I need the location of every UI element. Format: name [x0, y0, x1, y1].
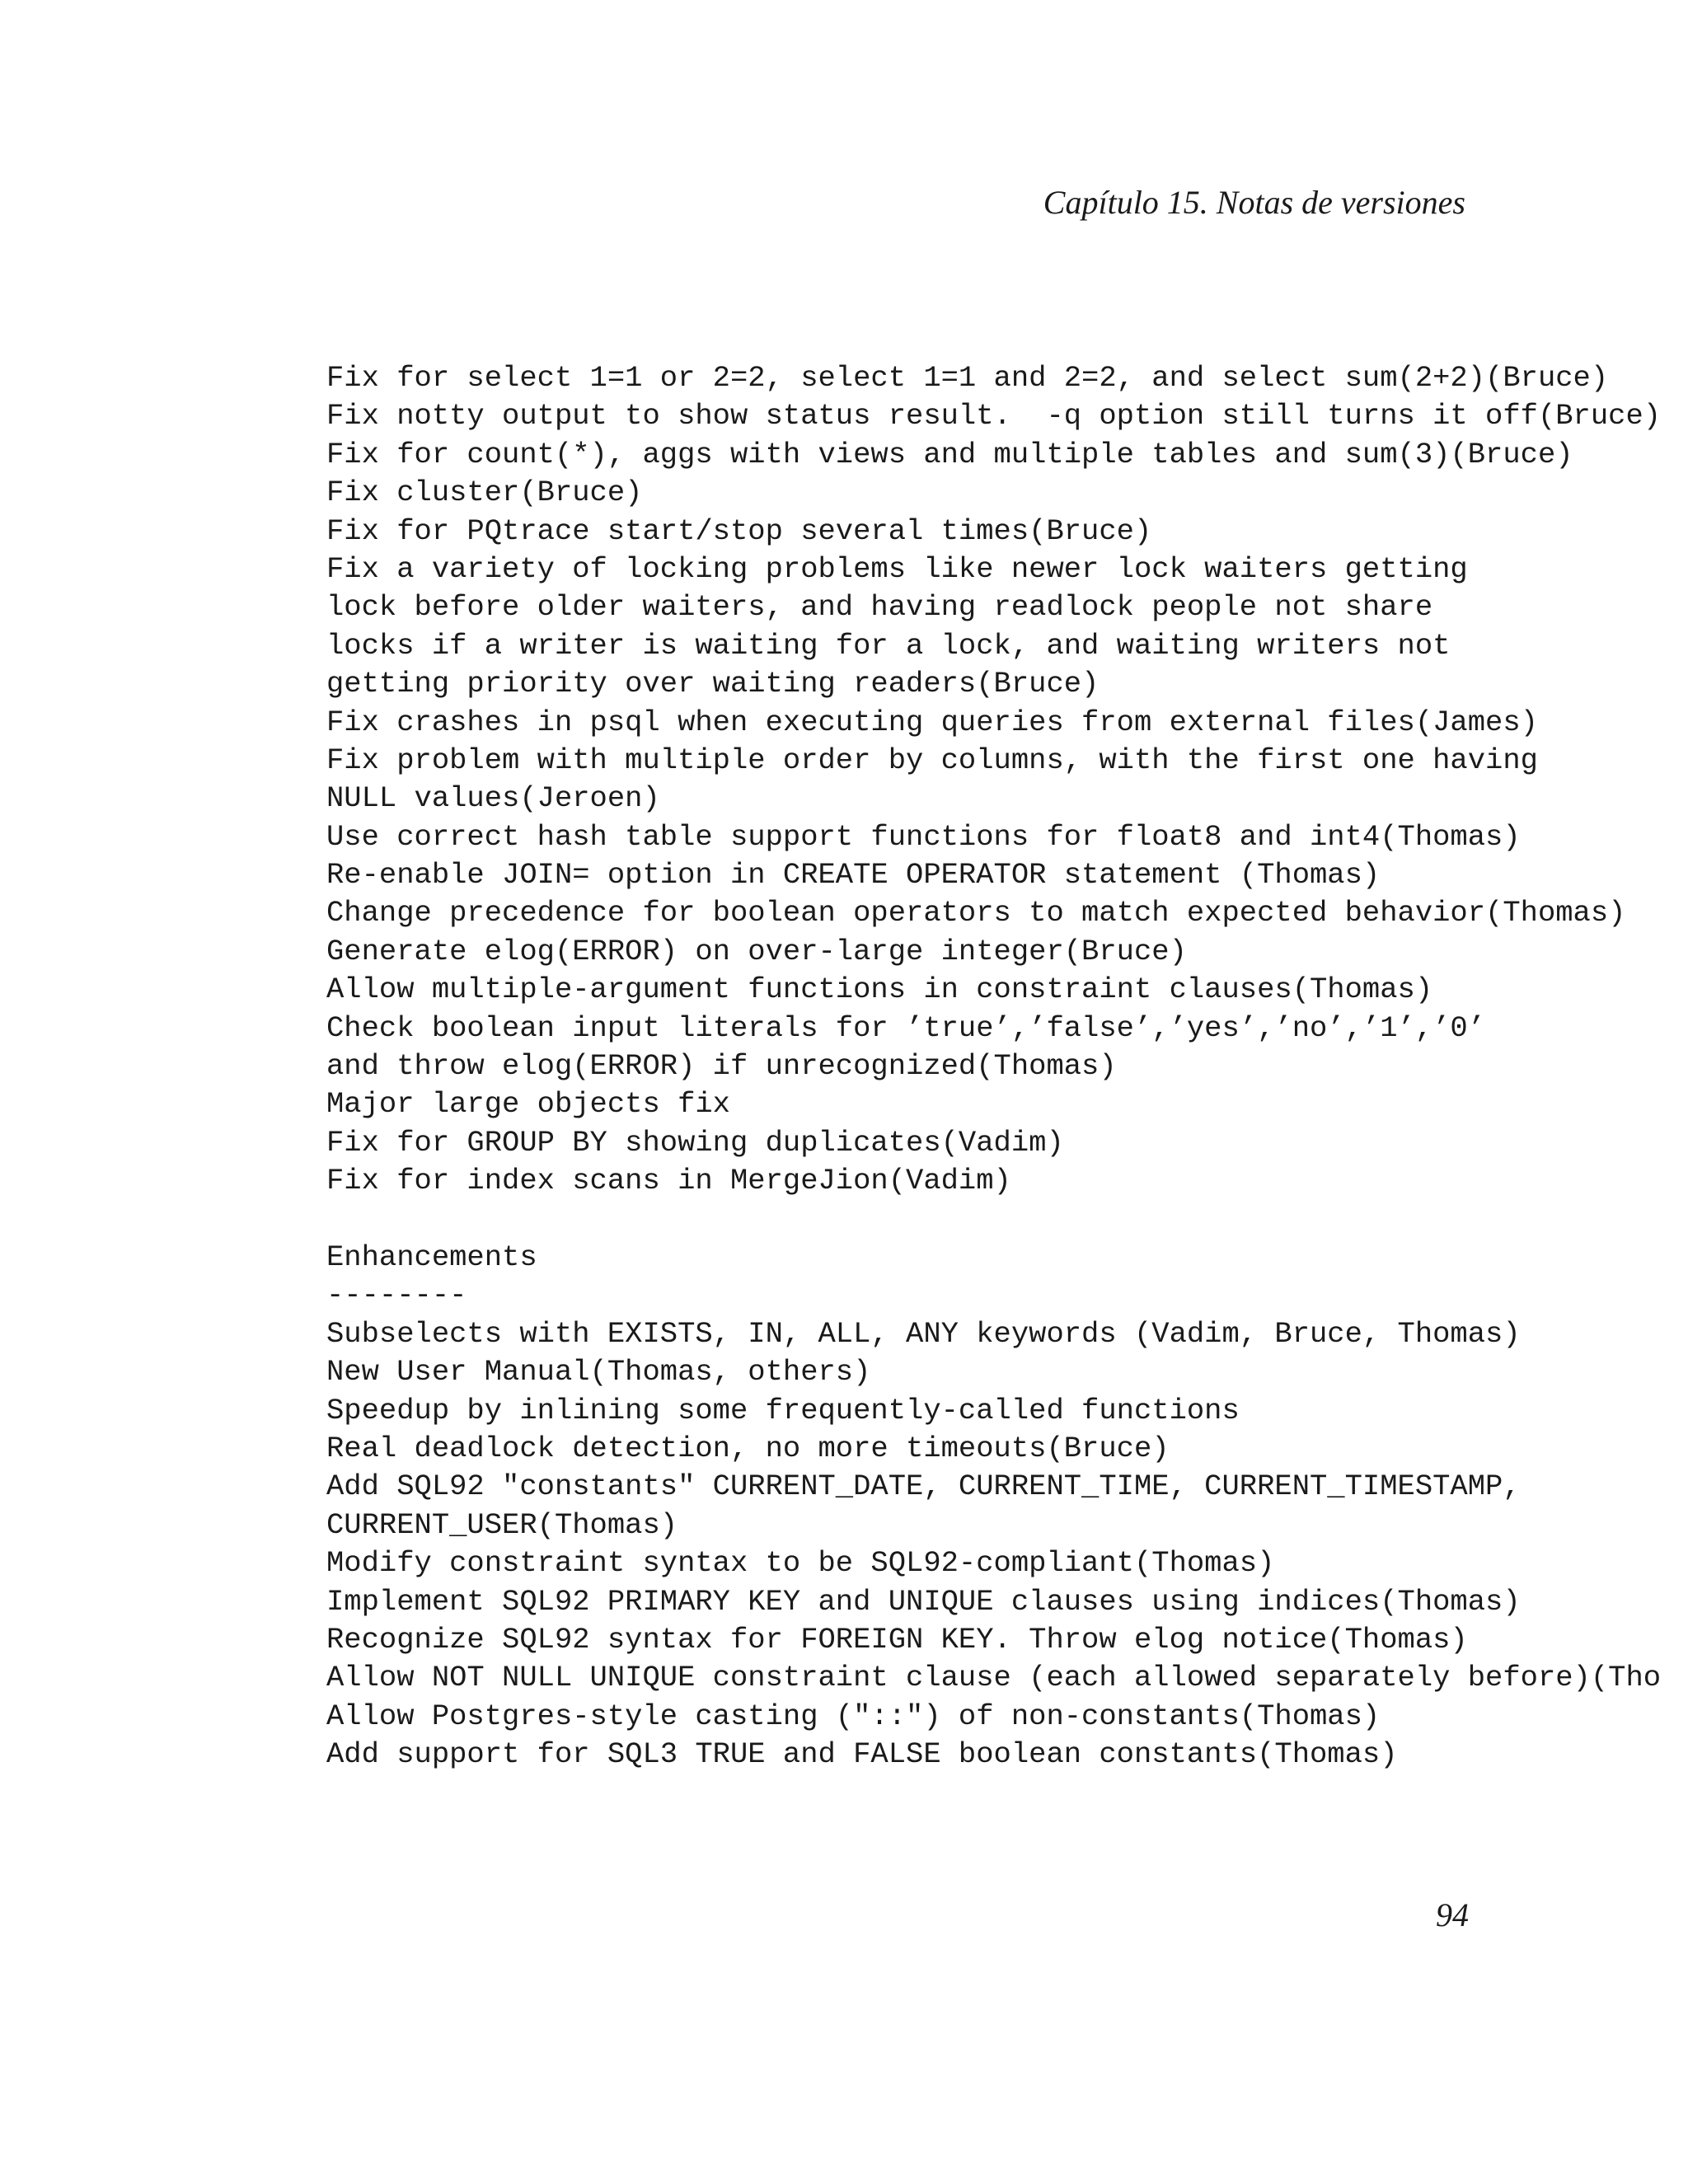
- listing-line: --------: [326, 1278, 467, 1313]
- listing-line: getting priority over waiting readers(Bruce): [326, 667, 1100, 701]
- listing-line: lock before older waiters, and having readlock people not share: [326, 590, 1433, 625]
- listing-line: Speedup by inlining some frequently-called functions: [326, 1393, 1240, 1427]
- listing-line: Real deadlock detection, no more timeouts(Bruce): [326, 1431, 1170, 1465]
- listing-line: Fix a variety of locking problems like newer lock waiters getting: [326, 551, 1468, 586]
- listing-line: locks if a writer is waiting for a lock, and waiting writers not: [326, 628, 1451, 663]
- listing-line: Fix problem with multiple order by columns, with the first one having: [326, 743, 1538, 777]
- listing-line: Fix for count(*), aggs with views and multiple tables and sum(3)(Bruce): [326, 437, 1573, 471]
- blank-line: [326, 1201, 1688, 1239]
- listing-line: Enhancements: [326, 1240, 537, 1274]
- listing-line: Modify constraint syntax to be SQL92-compliant(Thomas): [326, 1546, 1275, 1581]
- listing-line: Change precedence for boolean operators to match expected behavior(Thomas): [326, 896, 1626, 930]
- listing-line: Check boolean input literals for ’true’,’false’,’yes’,’no’,’1’,’0’: [326, 1010, 1486, 1045]
- listing-line: Allow NOT NULL UNIQUE constraint clause (each allowed separately before)(Tho: [326, 1661, 1662, 1695]
- listing-line: New User Manual(Thomas, others): [326, 1355, 871, 1390]
- listing-line: Implement SQL92 PRIMARY KEY and UNIQUE clauses using indices(Thomas): [326, 1584, 1521, 1619]
- listing-line: Use correct hash table support functions for float8 and int4(Thomas): [326, 819, 1521, 854]
- listing-line: Fix for GROUP BY showing duplicates(Vadim): [326, 1125, 1064, 1160]
- listing-line: Fix crashes in psql when executing queries from external files(James): [326, 705, 1538, 739]
- page-number: 94: [1436, 1896, 1469, 1933]
- listing-line: CURRENT_USER(Thomas): [326, 1507, 678, 1542]
- listing-line: Add SQL92 "constants" CURRENT_DATE, CURRENT_TIME, CURRENT_TIMESTAMP,: [326, 1469, 1521, 1504]
- listing-line: Generate elog(ERROR) on over-large integer(Bruce): [326, 934, 1187, 968]
- chapter-running-header: Capítulo 15. Notas de versiones: [1043, 184, 1465, 221]
- listing-line: Re-enable JOIN= option in CREATE OPERATOR statement (Thomas): [326, 858, 1381, 893]
- listing-line: Major large objects fix: [326, 1087, 730, 1122]
- listing-line: Allow multiple-argument functions in constraint clauses(Thomas): [326, 972, 1433, 1007]
- listing-line: Add support for SQL3 TRUE and FALSE boolean constants(Thomas): [326, 1737, 1398, 1772]
- listing-line: Allow Postgres-style casting ("::") of non-constants(Thomas): [326, 1699, 1381, 1733]
- listing-line: Fix for index scans in MergeJion(Vadim): [326, 1164, 1011, 1198]
- listing-line: Fix notty output to show status result. -q option still turns it off(Bruce): [326, 399, 1662, 434]
- listing-line: Fix for select 1=1 or 2=2, select 1=1 and 2=2, and select sum(2+2)(Bruce): [326, 361, 1609, 395]
- listing-line: Recognize SQL92 syntax for FOREIGN KEY. Throw elog notice(Thomas): [326, 1622, 1468, 1657]
- listing-line: Fix cluster(Bruce): [326, 476, 643, 510]
- listing-line: and throw elog(ERROR) if unrecognized(Thomas): [326, 1049, 1117, 1084]
- release-notes-listing: [326, 359, 1688, 1774]
- listing-line: NULL values(Jeroen): [326, 781, 660, 816]
- listing-line: Subselects with EXISTS, IN, ALL, ANY keywords (Vadim, Bruce, Thomas): [326, 1316, 1521, 1351]
- listing-line: Fix for PQtrace start/stop several times(Bruce): [326, 513, 1152, 548]
